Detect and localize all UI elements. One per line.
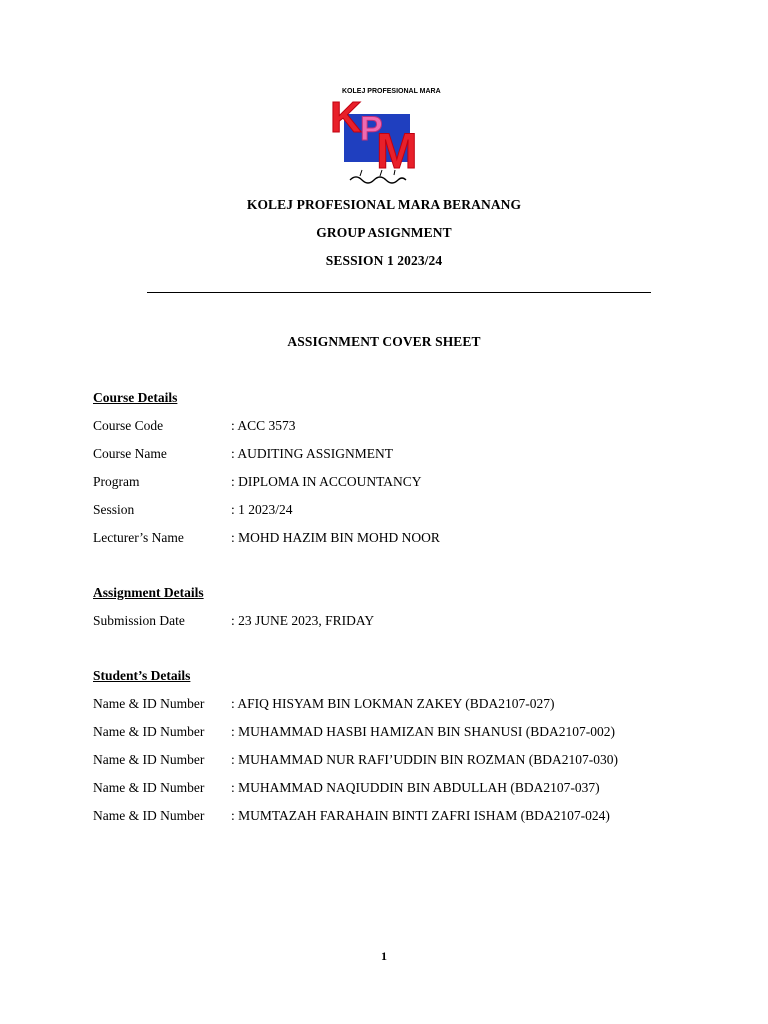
horizontal-divider bbox=[147, 292, 651, 293]
assignment-details-heading: Assignment Details bbox=[93, 585, 204, 600]
field-label: Name & ID Number bbox=[93, 780, 205, 795]
svg-text:K: K bbox=[330, 93, 362, 142]
field-label: Program bbox=[93, 474, 140, 489]
field-value: : MUHAMMAD NUR RAFI’UDDIN BIN ROZMAN (BDA2107-030) bbox=[231, 752, 618, 767]
field-label: Course Name bbox=[93, 446, 167, 461]
field-label: Name & ID Number bbox=[93, 808, 205, 823]
field-value: : AUDITING ASSIGNMENT bbox=[231, 446, 393, 461]
logo-top-text: KOLEJ PROFESIONAL MARA bbox=[342, 88, 441, 95]
field-label: Course Code bbox=[93, 418, 164, 433]
field-label: Lecturer’s Name bbox=[93, 530, 184, 545]
field-label: Name & ID Number bbox=[93, 696, 205, 711]
field-value: : 23 JUNE 2023, FRIDAY bbox=[231, 613, 375, 628]
field-value: : DIPLOMA IN ACCOUNTANCY bbox=[231, 474, 422, 489]
svg-text:P: P bbox=[360, 110, 383, 148]
field-value: : 1 2023/24 bbox=[231, 502, 293, 517]
college-name: KOLEJ PROFESIONAL MARA BERANANG bbox=[246, 197, 522, 212]
kpm-logo bbox=[320, 84, 442, 188]
field-label: Name & ID Number bbox=[93, 724, 205, 739]
student-details-heading: Student’s Details bbox=[93, 668, 191, 683]
page-number: 1 bbox=[381, 949, 387, 963]
course-details-heading: Course Details bbox=[93, 390, 178, 405]
field-value: : MUMTAZAH FARAHAIN BINTI ZAFRI ISHAM (BDA2107-024) bbox=[231, 808, 610, 823]
page-title: ASSIGNMENT COVER SHEET bbox=[287, 334, 481, 349]
field-value: : MUHAMMAD HASBI HAMIZAN BIN SHANUSI (BDA2107-002) bbox=[231, 724, 616, 739]
field-label: Name & ID Number bbox=[93, 752, 205, 767]
field-value: : AFIQ HISYAM BIN LOKMAN ZAKEY (BDA2107-027) bbox=[231, 696, 555, 711]
field-label: Submission Date bbox=[93, 613, 185, 628]
field-label: Session bbox=[93, 502, 135, 517]
assignment-type: GROUP ASIGNMENT bbox=[316, 225, 452, 240]
session-title: SESSION 1 2023/24 bbox=[325, 253, 443, 268]
field-value: : MUHAMMAD NAQIUDDIN BIN ABDULLAH (BDA2107-037) bbox=[231, 780, 600, 795]
field-value: : MOHD HAZIM BIN MOHD NOOR bbox=[231, 530, 440, 545]
field-value: : ACC 3573 bbox=[231, 418, 296, 433]
svg-text:M: M bbox=[376, 123, 418, 179]
